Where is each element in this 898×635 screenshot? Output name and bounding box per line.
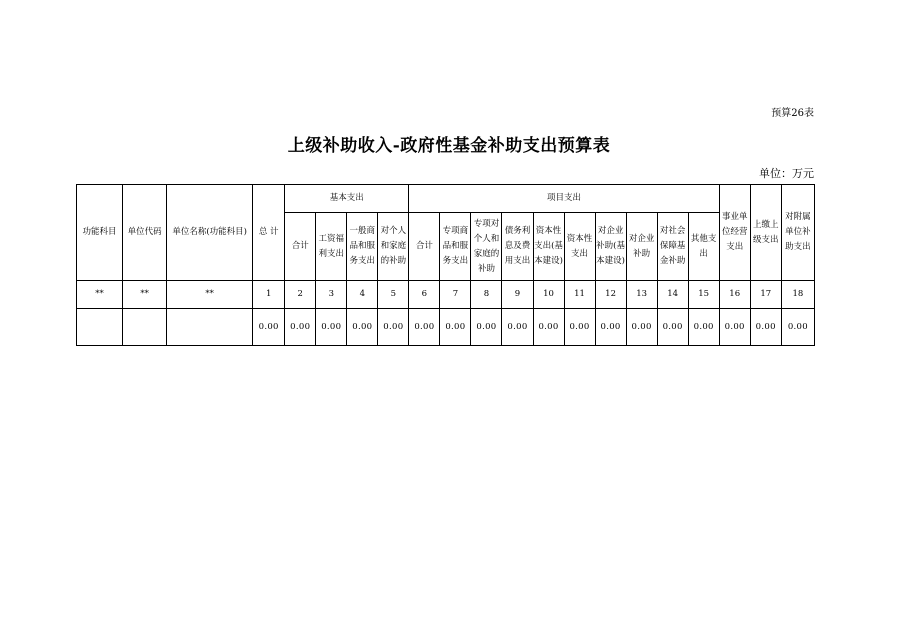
header-total: 总 计: [253, 185, 285, 281]
header-basic-goods-services: 一般商品和服务支出: [347, 213, 378, 281]
index-number: 11: [564, 281, 595, 309]
data-value: 0.00: [285, 309, 316, 346]
data-value: 0.00: [750, 309, 781, 346]
header-project-household-subsidy: 专项对个人和家庭的补助: [471, 213, 502, 281]
index-mark: **: [167, 281, 253, 309]
header-project-debt-interest: 债务利息及费用支出: [502, 213, 533, 281]
data-value: 0.00: [657, 309, 688, 346]
header-project-other: 其他支出: [688, 213, 719, 281]
data-value: 0.00: [781, 309, 814, 346]
header-basic-expenditure: 基本支出: [285, 185, 409, 213]
page-title: 上级补助收入-政府性基金补助支出预算表: [287, 136, 611, 156]
header-unit-code: 单位代码: [123, 185, 167, 281]
data-value: 0.00: [564, 309, 595, 346]
header-unit-name: 单位名称(功能科目): [167, 185, 253, 281]
header-project-expenditure: 项目支出: [409, 185, 719, 213]
index-number: 4: [347, 281, 378, 309]
data-value: 0.00: [253, 309, 285, 346]
index-mark: **: [123, 281, 167, 309]
data-value: 0.00: [533, 309, 564, 346]
header-project-goods-services: 专项商品和服务支出: [440, 213, 471, 281]
index-number: 17: [750, 281, 781, 309]
data-value: 0.00: [595, 309, 626, 346]
index-number: 8: [471, 281, 502, 309]
index-number: 3: [316, 281, 347, 309]
index-mark: **: [77, 281, 123, 309]
index-number: 5: [378, 281, 409, 309]
header-basic-household-subsidy: 对个人和家庭的补助: [378, 213, 409, 281]
header-project-enterprise-construction: 对企业补助(基本建设): [595, 213, 626, 281]
index-number: 1: [253, 281, 285, 309]
header-business-operation: 事业单位经营支出: [719, 185, 750, 281]
data-value: 0.00: [378, 309, 409, 346]
header-function-subject: 功能科目: [77, 185, 123, 281]
data-value: 0.00: [316, 309, 347, 346]
data-value: 0.00: [347, 309, 378, 346]
form-number: 预算26表: [771, 108, 814, 119]
header-remit-upper: 上缴上级支出: [750, 185, 781, 281]
header-project-enterprise: 对企业补助: [626, 213, 657, 281]
header-project-total: 合计: [409, 213, 440, 281]
data-blank-cell: [77, 309, 123, 346]
budget-table: [76, 184, 815, 346]
index-number: 13: [626, 281, 657, 309]
index-number: 14: [657, 281, 688, 309]
data-value: 0.00: [471, 309, 502, 346]
data-blank-cell: [123, 309, 167, 346]
data-value: 0.00: [409, 309, 440, 346]
index-number: 16: [719, 281, 750, 309]
index-number: 15: [688, 281, 719, 309]
data-value: 0.00: [626, 309, 657, 346]
data-value: 0.00: [440, 309, 471, 346]
header-project-social-security: 对社会保障基金补助: [657, 213, 688, 281]
header-project-capital: 资本性支出: [564, 213, 595, 281]
index-number: 9: [502, 281, 533, 309]
unit-label: 单位：万元: [759, 167, 814, 180]
header-project-capital-construction: 资本性支出(基本建设): [533, 213, 564, 281]
index-number: 10: [533, 281, 564, 309]
header-subsidy-affiliated: 对附属单位补助支出: [781, 185, 814, 281]
index-number: 2: [285, 281, 316, 309]
data-value: 0.00: [502, 309, 533, 346]
data-blank-cell: [167, 309, 253, 346]
header-basic-wages: 工资福利支出: [316, 213, 347, 281]
header-basic-total: 合计: [285, 213, 316, 281]
index-number: 18: [781, 281, 814, 309]
index-number: 6: [409, 281, 440, 309]
index-number: 7: [440, 281, 471, 309]
data-value: 0.00: [719, 309, 750, 346]
data-value: 0.00: [688, 309, 719, 346]
index-number: 12: [595, 281, 626, 309]
